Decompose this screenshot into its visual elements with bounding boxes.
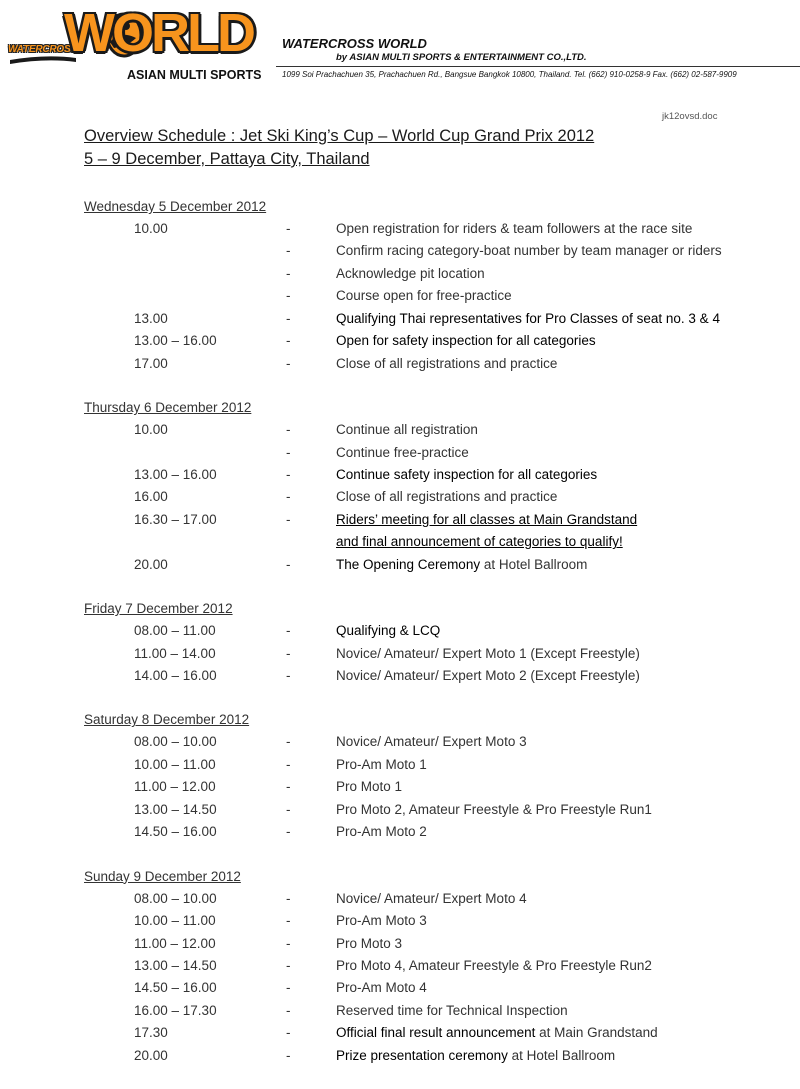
schedule-description: Close of all registrations and practice — [336, 355, 558, 371]
schedule-time: 16.00 — [134, 489, 168, 505]
schedule-row — [0, 821, 800, 843]
schedule-dash: - — [286, 824, 291, 840]
schedule-time: 16.00 – 17.30 — [134, 1002, 217, 1018]
schedule-event-name: The Opening Ceremony — [336, 556, 481, 572]
day-heading: Thursday 6 December 2012 — [84, 400, 252, 416]
company-by-line: by ASIAN MULTI SPORTS & ENTERTAINMENT CO.,LTD. — [336, 52, 587, 63]
schedule-description: Riders’ meeting for all classes at Main Grandstand — [336, 511, 638, 527]
schedule-description: Acknowledge pit location — [336, 265, 485, 281]
schedule-description: Course open for free-practice — [336, 288, 512, 304]
schedule-dash: - — [286, 1002, 291, 1018]
schedule-dash: - — [286, 623, 291, 639]
schedule-description: Reserved time for Technical Inspection — [336, 1002, 568, 1018]
schedule-day — [0, 866, 800, 1068]
schedule-day — [0, 709, 800, 843]
schedule-dash: - — [286, 310, 291, 326]
schedule-dash: - — [286, 265, 291, 281]
schedule-event-location: at Hotel Ballroom — [480, 556, 588, 572]
schedule-dash: - — [286, 355, 291, 371]
schedule-row — [0, 353, 800, 375]
schedule-time: 11.00 – 12.00 — [134, 779, 216, 795]
schedule-time: 08.00 – 11.00 — [134, 623, 216, 639]
schedule-row — [0, 754, 800, 776]
schedule-dash: - — [286, 801, 291, 817]
schedule-time: 13.00 — [134, 310, 168, 326]
schedule-description: Novice/ Amateur/ Expert Moto 1 (Except Freestyle) — [336, 645, 640, 661]
schedule-description: Continue safety inspection for all categories — [336, 466, 598, 482]
schedule-time: 20.00 — [134, 1047, 168, 1063]
schedule-time: 10.00 – 11.00 — [134, 756, 216, 772]
company-address: 1099 Soi Prachachuen 35, Prachachuen Rd., Bangsue Bangkok 10800, Thailand. Tel. (662) 910-0258-9 Fax. (662) 02-587-9909 — [282, 70, 737, 79]
schedule-day — [0, 397, 800, 576]
schedule-dash: - — [286, 890, 291, 906]
schedule-row — [0, 776, 800, 798]
schedule-event-name: Prize presentation ceremony — [336, 1047, 508, 1063]
schedule-row — [0, 308, 800, 330]
schedule-time: 17.30 — [134, 1025, 168, 1041]
schedule-dash: - — [286, 333, 291, 349]
schedule-time: 10.00 – 11.00 — [134, 913, 216, 929]
schedule-dash: - — [286, 913, 291, 929]
page-subtitle: 5 – 9 December, Pattaya City, Thailand — [84, 150, 370, 168]
schedule-description: Open for safety inspection for all categories — [336, 333, 596, 349]
schedule-dash: - — [286, 444, 291, 460]
schedule-row — [0, 330, 800, 352]
schedule-dash: - — [286, 422, 291, 438]
schedule-row — [0, 731, 800, 753]
schedule-description — [336, 554, 587, 576]
schedule-dash: - — [286, 221, 291, 236]
schedule-description: Close of all registrations and practice — [336, 489, 558, 505]
schedule-description: Novice/ Amateur/ Expert Moto 2 (Except Freestyle) — [336, 668, 640, 683]
schedule-row — [0, 799, 800, 821]
schedule-dash: - — [286, 1025, 291, 1041]
schedule-row — [0, 933, 800, 955]
schedule-description: Qualifying Thai representatives for Pro Classes of seat no. 3 & 4 — [336, 310, 720, 326]
schedule-event-location: at Main Grandstand — [535, 1025, 658, 1041]
schedule-event-name: Official final result announcement — [336, 1025, 536, 1041]
schedule-time: 14.00 – 16.00 — [134, 668, 217, 683]
schedule-row — [0, 531, 800, 553]
schedule-dash: - — [286, 556, 291, 572]
schedule-time: 20.00 — [134, 556, 168, 572]
schedule-row — [0, 554, 800, 576]
schedule-time: 10.00 — [134, 221, 168, 236]
day-heading: Wednesday 5 December 2012 — [84, 199, 267, 214]
day-heading: Sunday 9 December 2012 — [84, 868, 241, 884]
schedule-time: 11.00 – 14.00 — [134, 645, 216, 661]
logo-subtitle: ASIAN MULTI SPORTS — [127, 68, 262, 82]
schedule-dash: - — [286, 288, 291, 304]
schedule-row — [0, 509, 800, 531]
schedule-dash: - — [286, 1047, 291, 1063]
schedule-row — [0, 1022, 800, 1044]
schedule-description: Pro Moto 3 — [336, 935, 403, 951]
document-reference: jk12ovsd.doc — [662, 111, 718, 122]
schedule-time: 08.00 – 10.00 — [134, 890, 217, 906]
schedule-description: Continue free-practice — [336, 444, 469, 460]
logo-small-text: WATERCROSS — [8, 44, 77, 55]
schedule-day — [0, 598, 800, 687]
schedule-row — [0, 419, 800, 441]
schedule-time: 17.00 — [134, 355, 168, 371]
schedule-row — [0, 1045, 800, 1067]
schedule-dash: - — [286, 645, 291, 661]
schedule-description: and final announcement of categories to qualify! — [336, 534, 623, 550]
schedule-row — [0, 1000, 800, 1022]
schedule-description: Confirm racing category-boat number by team manager or riders — [336, 243, 722, 259]
schedule-dash: - — [286, 668, 291, 683]
schedule-row — [0, 218, 800, 240]
schedule-row — [0, 665, 800, 687]
schedule-row — [0, 977, 800, 999]
schedule-dash: - — [286, 957, 291, 973]
schedule-row — [0, 442, 800, 464]
schedule-description: Pro-Am Moto 3 — [336, 913, 427, 929]
day-heading: Saturday 8 December 2012 — [84, 712, 250, 728]
schedule-time: 16.30 – 17.00 — [134, 511, 217, 527]
schedule-description — [336, 1045, 615, 1067]
schedule-row — [0, 955, 800, 977]
schedule-time: 13.00 – 14.50 — [134, 801, 217, 817]
schedule-description: Continue all registration — [336, 422, 478, 438]
company-name: WATERCROSS WORLD — [282, 36, 427, 51]
schedule-row — [0, 464, 800, 486]
schedule-description: Pro Moto 1 — [336, 779, 403, 795]
schedule-row — [0, 620, 800, 642]
schedule-time: 13.00 – 16.00 — [134, 466, 217, 482]
schedule-row — [0, 643, 800, 665]
schedule — [0, 196, 800, 1089]
schedule-description: Pro Moto 2, Amateur Freestyle & Pro Freestyle Run1 — [336, 801, 652, 817]
logo-big-text: WORLD — [64, 3, 253, 63]
schedule-description: Pro-Am Moto 2 — [336, 824, 427, 840]
schedule-time: 14.50 – 16.00 — [134, 824, 217, 840]
watercross-world-logo — [6, 3, 264, 84]
schedule-time: 13.00 – 14.50 — [134, 957, 217, 973]
schedule-dash: - — [286, 734, 291, 750]
schedule-time: 11.00 – 12.00 — [134, 935, 216, 951]
schedule-dash: - — [286, 511, 291, 527]
schedule-description: Novice/ Amateur/ Expert Moto 4 — [336, 890, 527, 906]
schedule-row — [0, 910, 800, 932]
day-heading: Friday 7 December 2012 — [84, 601, 233, 617]
schedule-time: 13.00 – 16.00 — [134, 333, 217, 349]
schedule-description: Open registration for riders & team followers at the race site — [336, 221, 693, 236]
schedule-dash: - — [286, 980, 291, 996]
letterhead — [0, 0, 800, 95]
schedule-dash: - — [286, 756, 291, 772]
schedule-dash: - — [286, 466, 291, 482]
schedule-dash: - — [286, 489, 291, 505]
schedule-time: 10.00 — [134, 422, 168, 438]
schedule-description: Pro-Am Moto 1 — [336, 756, 427, 772]
schedule-description — [336, 1022, 658, 1044]
schedule-dash: - — [286, 779, 291, 795]
schedule-row — [0, 888, 800, 910]
schedule-row — [0, 240, 800, 262]
letterhead-divider — [276, 66, 800, 67]
schedule-description: Pro Moto 4, Amateur Freestyle & Pro Freestyle Run2 — [336, 957, 652, 973]
schedule-dash: - — [286, 243, 291, 259]
schedule-time: 14.50 – 16.00 — [134, 980, 217, 996]
schedule-row — [0, 263, 800, 285]
page-title: Overview Schedule : Jet Ski King’s Cup – World Cup Grand Prix 2012 — [84, 127, 595, 145]
schedule-row — [0, 285, 800, 307]
schedule-event-location: at Hotel Ballroom — [507, 1047, 616, 1063]
schedule-row — [0, 486, 800, 508]
schedule-dash: - — [286, 935, 291, 951]
schedule-time: 08.00 – 10.00 — [134, 734, 217, 750]
schedule-description: Pro-Am Moto 4 — [336, 980, 427, 996]
schedule-day — [0, 196, 800, 375]
schedule-description: Novice/ Amateur/ Expert Moto 3 — [336, 734, 527, 750]
schedule-description: Qualifying & LCQ — [336, 623, 441, 639]
